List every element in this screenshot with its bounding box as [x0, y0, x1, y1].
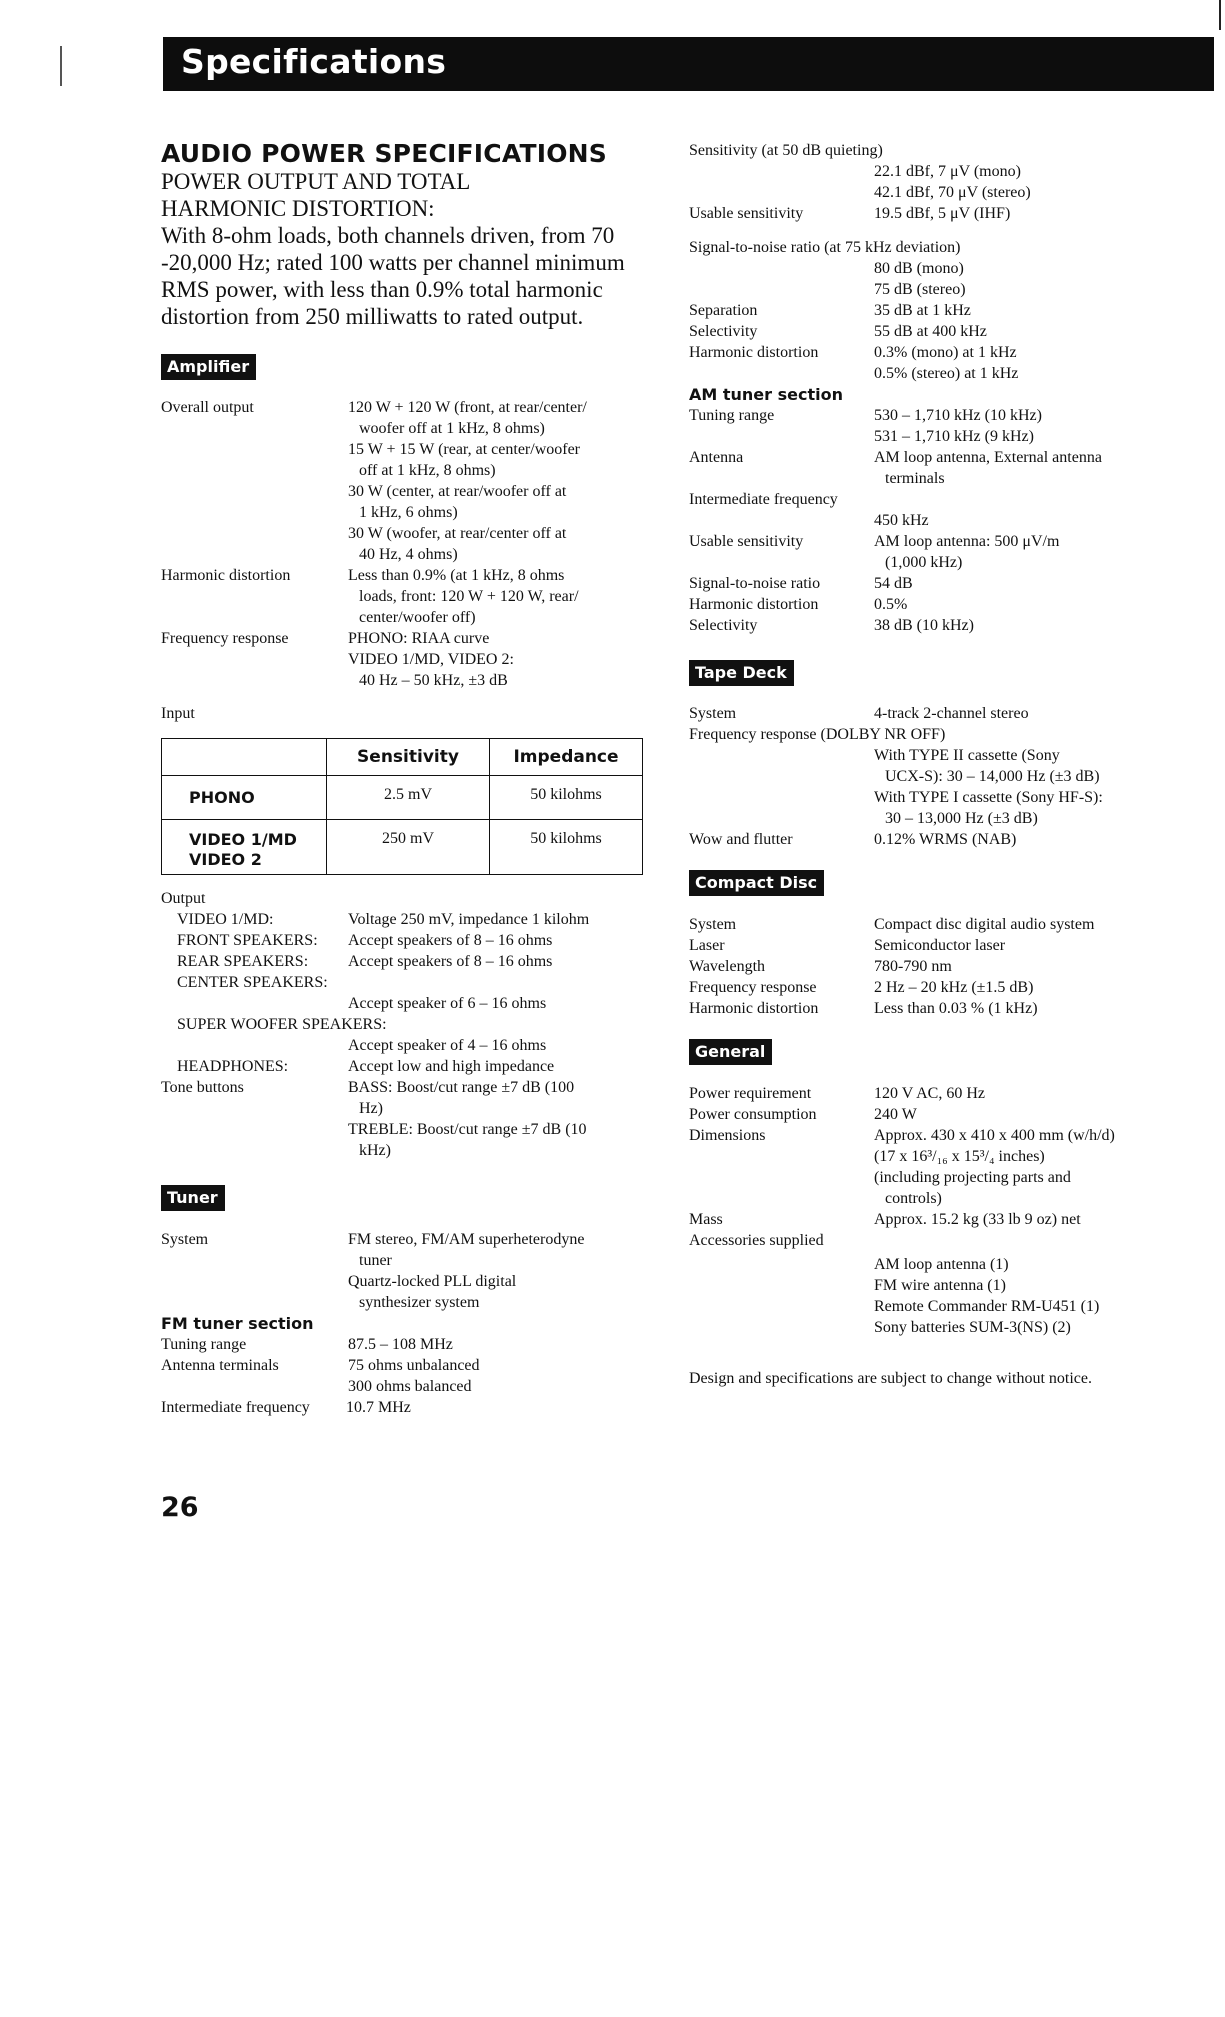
spec-fm-selectivity — [689, 321, 1189, 342]
spec-label: Tuning range — [689, 407, 775, 424]
spec-label: Harmonic distortion — [689, 1000, 819, 1017]
table-header: Impedance — [490, 739, 643, 776]
spec-am-selectivity — [689, 615, 1189, 636]
table-cell: 2.5 mV — [327, 776, 490, 820]
spec-tape-wow — [689, 829, 1189, 850]
page-title: Specifications — [181, 42, 447, 81]
audio-subheading-1: POWER OUTPUT AND TOTAL — [161, 169, 471, 194]
am-if-label: Intermediate frequency — [689, 491, 838, 508]
spec-value: Accept speaker of 6 – 16 ohms — [348, 995, 547, 1012]
spec-cd-wavelength — [689, 956, 1189, 977]
output-front — [161, 930, 651, 951]
amplifier-badge: Amplifier — [161, 354, 256, 380]
output-label: Output — [161, 890, 206, 907]
output-video — [161, 909, 651, 930]
audio-rated-text: With 8-ohm loads, both channels driven, from 70 -20,000 Hz; rated 100 watts per channel minimum RMS power, with less than 0.9% total harmonic distortion from 250 milliwatts to rated output. — [161, 223, 625, 329]
general-badge: General — [689, 1039, 772, 1065]
table-cell: PHONO — [162, 776, 327, 820]
accessories-label: Accessories supplied — [689, 1232, 824, 1249]
spec-value: 30 W (woofer, at rear/center off at — [348, 525, 567, 542]
spec-value: 1 kHz, 6 ohms) — [359, 504, 458, 521]
spec-value: Sony batteries SUM-3(NS) (2) — [874, 1319, 1071, 1336]
spec-value: 40 Hz – 50 kHz, ±3 dB — [359, 672, 508, 689]
spec-frequency-response — [161, 628, 651, 691]
spec-label: VIDEO 1/MD: — [177, 911, 274, 928]
output-rear — [161, 951, 651, 972]
spec-value: AM loop antenna (1) — [874, 1256, 1009, 1273]
spec-label: System — [161, 1231, 209, 1248]
spec-label: System — [689, 916, 737, 933]
spec-label: Antenna terminals — [161, 1357, 279, 1374]
spec-am-snr — [689, 573, 1189, 594]
table-cell: 50 kilohms — [490, 776, 643, 820]
spec-label: Frequency response — [689, 979, 817, 996]
spec-value: woofer off at 1 kHz, 8 ohms) — [359, 420, 545, 437]
spec-label: REAR SPEAKERS: — [177, 953, 309, 970]
spec-value: Approx. 15.2 kg (33 lb 9 oz) net — [874, 1211, 1081, 1228]
spec-tape-fr — [689, 745, 1189, 829]
spec-value: 450 kHz — [874, 512, 929, 529]
spec-value: TREBLE: Boost/cut range ±7 dB (10 — [348, 1121, 587, 1138]
spec-value: 30 W (center, at rear/woofer off at — [348, 483, 567, 500]
spec-value: AM loop antenna, External antenna — [874, 449, 1102, 466]
spec-fm-if — [161, 1397, 651, 1418]
spec-value: 22.1 dBf, 7 μV (mono) — [874, 163, 1021, 180]
spec-value: 75 ohms unbalanced — [348, 1357, 480, 1374]
spec-value: Quartz-locked PLL digital — [348, 1273, 517, 1290]
am-section-heading: AM tuner section — [689, 385, 843, 404]
spec-value: 75 dB (stereo) — [874, 281, 966, 298]
spec-value: Less than 0.9% (at 1 kHz, 8 ohms — [348, 567, 565, 584]
spec-value: 4-track 2-channel stereo — [874, 705, 1029, 722]
spec-value: 240 W — [874, 1106, 917, 1123]
spec-value: 30 – 13,000 Hz (±3 dB) — [885, 810, 1038, 827]
tape-fr-label: Frequency response (DOLBY NR OFF) — [689, 726, 946, 743]
spec-value: loads, front: 120 W + 120 W, rear/ — [359, 588, 579, 605]
spec-am-antenna — [689, 447, 1189, 489]
spec-value: Accept low and high impedance — [348, 1058, 555, 1075]
table-cell: 250 mV — [327, 820, 490, 875]
table-row — [162, 776, 643, 820]
spec-value: off at 1 kHz, 8 ohms) — [359, 462, 496, 479]
fm-sensitivity-label: Sensitivity (at 50 dB quieting) — [689, 142, 883, 159]
spec-label: Wow and flutter — [689, 831, 793, 848]
spec-value: 120 W + 120 W (front, at rear/center/ — [348, 399, 587, 416]
spec-power-requirement — [689, 1083, 1189, 1104]
spec-cd-fr — [689, 977, 1189, 998]
spec-value: Remote Commander RM-U451 (1) — [874, 1298, 1100, 1315]
left-column — [161, 140, 651, 1418]
spec-value: 2 Hz – 20 kHz (±1.5 dB) — [874, 979, 1034, 996]
table-header — [162, 739, 327, 776]
spec-label: Mass — [689, 1211, 723, 1228]
spec-fm-antenna — [161, 1355, 651, 1397]
spec-label: Usable sensitivity — [689, 533, 804, 550]
spec-fm-separation — [689, 300, 1189, 321]
spec-label: Overall output — [161, 399, 254, 416]
spec-fm-hd — [689, 342, 1189, 384]
footer-note: Design and specifications are subject to change without notice. — [689, 1370, 1092, 1387]
spec-value: 120 V AC, 60 Hz — [874, 1085, 985, 1102]
spec-value: 55 dB at 400 kHz — [874, 323, 987, 340]
spec-cd-hd — [689, 998, 1189, 1019]
spec-tuner-system — [161, 1229, 651, 1313]
spec-label: Tuning range — [161, 1336, 247, 1353]
spec-label: Harmonic distortion — [689, 344, 819, 361]
spec-value: Approx. 430 x 410 x 400 mm (w/h/d) — [874, 1127, 1115, 1144]
table-header-row — [162, 739, 643, 776]
spec-value: (1,000 kHz) — [885, 554, 963, 571]
spec-overall-output — [161, 397, 651, 565]
spec-value: AM loop antenna: 500 μV/m — [874, 533, 1060, 550]
spec-value: Accept speakers of 8 – 16 ohms — [348, 953, 553, 970]
spec-tone-buttons — [161, 1077, 651, 1161]
spec-value: Accept speaker of 4 – 16 ohms — [348, 1037, 547, 1054]
output-center — [161, 993, 651, 1014]
spec-value: 35 dB at 1 kHz — [874, 302, 971, 319]
output-headphones — [161, 1056, 651, 1077]
spec-power-consumption — [689, 1104, 1189, 1125]
spec-value: (including projecting parts and — [874, 1169, 1071, 1186]
spec-am-if — [689, 510, 1189, 531]
spec-value: Voltage 250 mV, impedance 1 kilohm — [348, 911, 590, 928]
input-table — [161, 738, 643, 875]
spec-label: Intermediate frequency — [161, 1399, 310, 1416]
spec-label: Laser — [689, 937, 725, 954]
compact-disc-badge: Compact Disc — [689, 870, 824, 896]
spec-accessories — [689, 1254, 1189, 1338]
spec-label: HEADPHONES: — [177, 1058, 289, 1075]
fm-snr-values — [689, 258, 1189, 300]
spec-harmonic-distortion — [161, 565, 651, 628]
spec-label: Dimensions — [689, 1127, 766, 1144]
spec-value: controls) — [885, 1190, 942, 1207]
scan-edge-mark — [1219, 0, 1221, 30]
spec-value: 0.5% — [874, 596, 908, 613]
spec-value: 10.7 MHz — [346, 1399, 411, 1416]
spec-value: Accept speakers of 8 – 16 ohms — [348, 932, 553, 949]
table-header: Sensitivity — [327, 739, 490, 776]
spec-value: 300 ohms balanced — [348, 1378, 472, 1395]
spec-label: Separation — [689, 302, 758, 319]
spec-label: Frequency response — [161, 630, 289, 647]
spec-value: 531 – 1,710 kHz (9 kHz) — [874, 428, 1034, 445]
spec-label: Power requirement — [689, 1085, 812, 1102]
spec-value: kHz) — [359, 1142, 391, 1159]
spec-value: 0.5% (stereo) at 1 kHz — [874, 365, 1019, 382]
spec-mass — [689, 1209, 1189, 1230]
spec-value: VIDEO 1/MD, VIDEO 2: — [348, 651, 514, 668]
output-woofer — [161, 1035, 651, 1056]
spec-cd-system — [689, 914, 1189, 935]
page-number: 26 — [161, 1492, 199, 1523]
spec-label: Harmonic distortion — [689, 596, 819, 613]
spec-value: BASS: Boost/cut range ±7 dB (100 — [348, 1079, 575, 1096]
spec-value: (17 x 16³/₁₆ x 15³/₄ inches) — [874, 1148, 1045, 1165]
spec-value: Semiconductor laser — [874, 937, 1006, 954]
spec-value: 530 – 1,710 kHz (10 kHz) — [874, 407, 1042, 424]
spec-value: center/woofer off) — [359, 609, 476, 626]
table-cell-line: VIDEO 2 — [189, 850, 262, 869]
spec-value: 87.5 – 108 MHz — [348, 1336, 453, 1353]
fm-sensitivity-values — [689, 161, 1189, 203]
spec-label: Power consumption — [689, 1106, 817, 1123]
spec-label: Selectivity — [689, 617, 758, 634]
spec-value: 15 W + 15 W (rear, at center/woofer — [348, 441, 580, 458]
section-banner — [163, 37, 1214, 91]
spec-label: Wavelength — [689, 958, 766, 975]
table-cell-line: VIDEO 1/MD — [189, 830, 297, 849]
spec-fm-usable — [689, 203, 1189, 224]
spec-value: UCX-S): 30 – 14,000 Hz (±3 dB) — [885, 768, 1100, 785]
spec-label: Usable sensitivity — [689, 205, 804, 222]
spec-label: Signal-to-noise ratio — [689, 575, 821, 592]
spec-label: Tone buttons — [161, 1079, 244, 1096]
spec-label: Harmonic distortion — [161, 567, 291, 584]
spec-value: Compact disc digital audio system — [874, 916, 1095, 933]
spec-value: With TYPE II cassette (Sony — [874, 747, 1060, 764]
spec-value: 0.12% WRMS (NAB) — [874, 831, 1017, 848]
table-cell — [162, 820, 327, 875]
audio-subheading-2: HARMONIC DISTORTION: — [161, 196, 435, 221]
spec-value: Hz) — [359, 1100, 383, 1117]
spec-input-label: Input — [161, 705, 195, 722]
fm-snr-label: Signal-to-noise ratio (at 75 kHz deviation) — [689, 239, 961, 256]
spec-value: PHONO: RIAA curve — [348, 630, 490, 647]
spec-value: With TYPE I cassette (Sony HF-S): — [874, 789, 1103, 806]
spec-value: 0.3% (mono) at 1 kHz — [874, 344, 1017, 361]
spec-label: Selectivity — [689, 323, 758, 340]
spec-value: FM stereo, FM/AM superheterodyne — [348, 1231, 585, 1248]
table-row — [162, 820, 643, 875]
spec-value: tuner — [359, 1252, 392, 1269]
spec-am-hd — [689, 594, 1189, 615]
spec-label: Antenna — [689, 449, 744, 466]
spec-value: terminals — [885, 470, 945, 487]
spec-value: 40 Hz, 4 ohms) — [359, 546, 458, 563]
table-cell: 50 kilohms — [490, 820, 643, 875]
spec-fm-tuning-range — [161, 1334, 651, 1355]
scan-edge-mark — [60, 46, 62, 86]
audio-heading: AUDIO POWER SPECIFICATIONS — [161, 139, 607, 168]
spec-cd-laser — [689, 935, 1189, 956]
spec-label: System — [689, 705, 737, 722]
spec-value: 38 dB (10 kHz) — [874, 617, 974, 634]
spec-dimensions — [689, 1125, 1189, 1209]
spec-value: 19.5 dBf, 5 μV (IHF) — [874, 205, 1011, 222]
spec-value: FM wire antenna (1) — [874, 1277, 1006, 1294]
tape-deck-badge: Tape Deck — [689, 660, 794, 686]
spec-value: 54 dB — [874, 575, 913, 592]
right-column — [689, 140, 1189, 1389]
spec-am-tuning-range — [689, 405, 1189, 447]
spec-tape-system — [689, 703, 1189, 724]
spec-value: synthesizer system — [359, 1294, 480, 1311]
spec-label: FRONT SPEAKERS: — [177, 932, 318, 949]
spec-value: 80 dB (mono) — [874, 260, 964, 277]
spec-am-usable — [689, 531, 1189, 573]
output-woofer-label: SUPER WOOFER SPEAKERS: — [177, 1016, 387, 1033]
output-center-label: CENTER SPEAKERS: — [177, 974, 328, 991]
fm-section-heading: FM tuner section — [161, 1314, 314, 1333]
spec-value: 780-790 nm — [874, 958, 952, 975]
spec-value: Less than 0.03 % (1 kHz) — [874, 1000, 1038, 1017]
tuner-badge: Tuner — [161, 1185, 225, 1211]
spec-value: 42.1 dBf, 70 μV (stereo) — [874, 184, 1031, 201]
